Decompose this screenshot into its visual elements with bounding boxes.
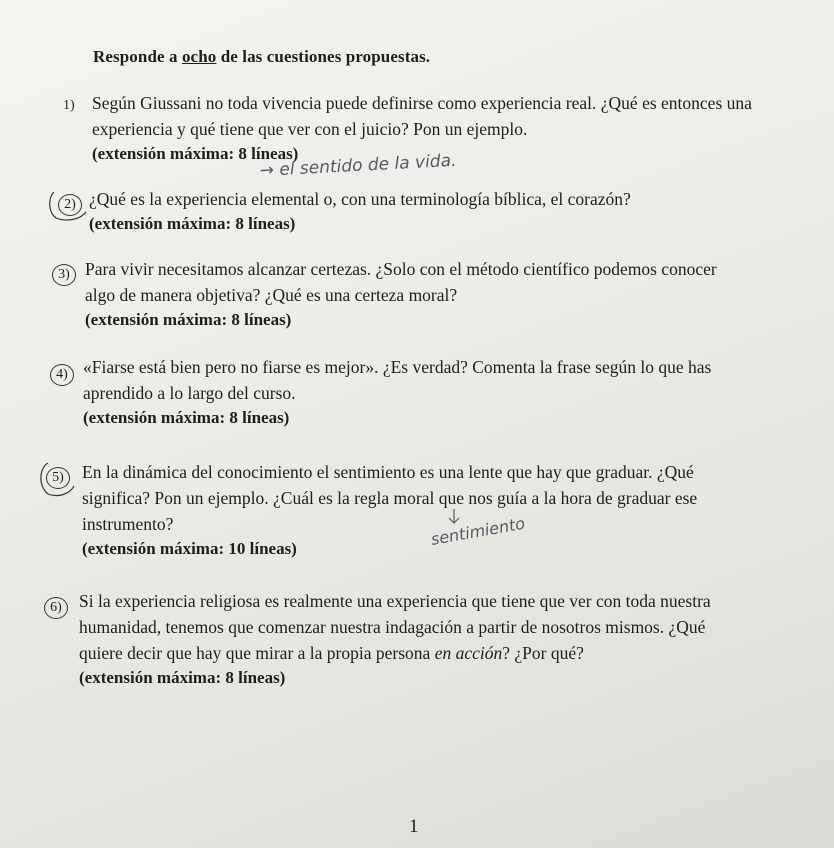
question-3-line-2: algo de manera objetiva? ¿Qué es una certeza moral?: [85, 285, 458, 305]
question-4-number: 4): [50, 364, 74, 386]
question-4-extension: (extensión máxima: 8 líneas): [83, 408, 290, 427]
question-5-line-2: significa? Pon un ejemplo. ¿Cuál es la regla moral que nos guía a la hora de graduar ese: [82, 488, 698, 508]
page-number: 1: [409, 816, 419, 837]
question-1-line-1: Según Giussani no toda vivencia puede definirse como experiencia real. ¿Qué es entonces una: [92, 93, 752, 113]
question-5-extension: (extensión máxima: 10 líneas): [82, 539, 297, 558]
question-5-number: 5): [46, 467, 70, 489]
question-5: [82, 459, 697, 561]
question-1: [92, 90, 752, 166]
question-6-extension: (extensión máxima: 8 líneas): [79, 668, 286, 687]
question-6-number: 6): [44, 597, 68, 619]
question-1-number: 1): [63, 98, 75, 113]
question-2-line-1: ¿Qué es la experiencia elemental o, con una terminología bíblica, el corazón?: [89, 189, 631, 209]
question-1-line-2: experiencia y qué tiene que ver con el juicio? Pon un ejemplo.: [92, 119, 528, 139]
question-3-extension: (extensión máxima: 8 líneas): [85, 310, 292, 329]
question-4: [83, 354, 711, 430]
question-5-line-3: instrumento?: [82, 514, 174, 534]
question-4-line-2: aprendido a lo largo del curso.: [83, 383, 296, 403]
question-3-number: 3): [52, 264, 76, 286]
question-6-line-3: quiere decir que hay que mirar a la propia persona en acción? ¿Por qué?: [79, 643, 584, 663]
question-6-line-2: humanidad, tenemos que comenzar nuestra indagación a partir de nosotros mismos. ¿Qué: [79, 617, 706, 637]
instructions-heading: Responde a ocho de las cuestiones propuestas.: [93, 47, 431, 66]
question-6-emphasis: en acción: [434, 643, 503, 663]
question-5-line-1: En la dinámica del conocimiento el sentimiento es una lente que hay que graduar. ¿Qué: [82, 462, 694, 482]
instructions-emphasis: ocho: [181, 47, 217, 66]
question-6: [79, 588, 711, 690]
question-2-number: 2): [58, 194, 82, 216]
handwritten-note-q1-text: → el sentido de la vida.: [259, 150, 457, 181]
question-3: [85, 256, 717, 332]
question-6-line-1: Si la experiencia religiosa es realmente una experiencia que tiene que ver con toda nuestra: [79, 591, 711, 611]
question-2: [89, 186, 631, 236]
question-2-extension: (extensión máxima: 8 líneas): [89, 214, 296, 233]
question-1-extension: (extensión máxima: 8 líneas): [92, 144, 299, 163]
question-3-line-1: Para vivir necesitamos alcanzar certezas. ¿Solo con el método científico podemos conocer: [85, 259, 717, 279]
handwritten-note-q5-text: sentimiento: [429, 513, 527, 549]
question-4-line-1: «Fiarse está bien pero no fiarse es mejor». ¿Es verdad? Comenta la frase según lo que has: [83, 357, 712, 377]
